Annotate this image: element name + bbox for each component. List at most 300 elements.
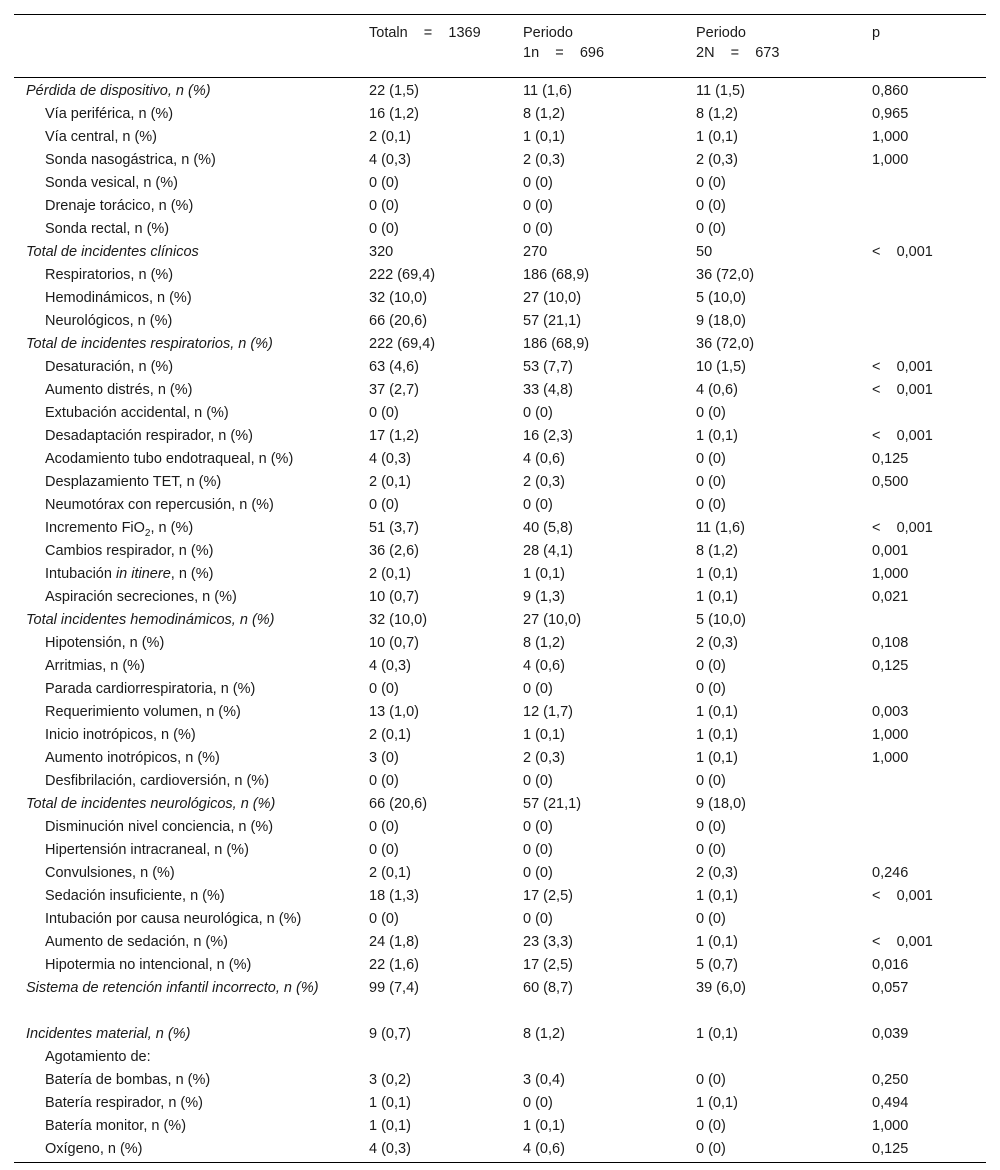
cell-period-1: 9 (1,3) (523, 589, 565, 605)
row-label (14, 840, 365, 863)
row-label-text: Cambios respirador, n (%) (45, 543, 214, 559)
row-label (14, 1093, 365, 1116)
row-label (14, 610, 365, 633)
row-label-text: Total de incidentes neurológicos, n (%) (26, 796, 276, 812)
cell-period-1: 23 (3,3) (523, 934, 573, 950)
cell-period-2: 8 (1,2) (696, 543, 738, 559)
cell-p-value: < 0,001 (872, 520, 933, 536)
row-label-text: Drenaje torácico, n (%) (45, 198, 194, 214)
cell-period-1: 0 (0) (523, 497, 553, 513)
cell-p-value: 0,250 (872, 1072, 909, 1088)
cell-period-1: 1 (0,1) (523, 727, 565, 743)
cell-period-2: 0 (0) (696, 681, 726, 697)
cell-period-1: 1 (0,1) (523, 1118, 565, 1134)
cell-total: 16 (1,2) (369, 106, 419, 122)
table-row (14, 978, 986, 1024)
table-body (14, 78, 986, 1163)
row-label (14, 1116, 365, 1139)
row-label (14, 472, 365, 495)
cell-period-1: 60 (8,7) (523, 980, 573, 996)
row-label (14, 725, 365, 748)
cell-period-1: 1 (0,1) (523, 566, 565, 582)
cell-period-2: 0 (0) (696, 405, 726, 421)
row-label (14, 564, 365, 587)
cell-total: 0 (0) (369, 405, 399, 421)
row-label-text: Sonda rectal, n (%) (45, 221, 170, 237)
table-row (14, 104, 986, 127)
header-total: Totaln = 1369 (369, 25, 481, 41)
cell-period-2: 1 (0,1) (696, 1095, 738, 1111)
cell-p-value: < 0,001 (872, 382, 933, 398)
row-label-text: Hipertensión intracraneal, n (%) (45, 842, 249, 858)
cell-total: 0 (0) (369, 198, 399, 214)
cell-total: 0 (0) (369, 911, 399, 927)
row-label (14, 633, 365, 656)
row-label-text: Batería monitor, n (%) (45, 1118, 187, 1134)
cell-total: 17 (1,2) (369, 428, 419, 444)
cell-total: 4 (0,3) (369, 1141, 411, 1157)
table-row (14, 1139, 986, 1163)
cell-period-1 (519, 1047, 692, 1070)
cell-p-value: < 0,001 (872, 888, 933, 904)
cell-p-value (868, 794, 986, 817)
cell-p-value: < 0,001 (872, 428, 933, 444)
cell-period-1: 0 (0) (523, 405, 553, 421)
cell-period-1: 16 (2,3) (523, 428, 573, 444)
cell-period-2: 0 (0) (696, 773, 726, 789)
cell-total: 32 (10,0) (369, 290, 428, 306)
cell-period-2: 0 (0) (696, 198, 726, 214)
row-label (14, 288, 365, 311)
cell-p-value (868, 817, 986, 840)
cell-period-2: 36 (72,0) (696, 336, 755, 352)
row-label (14, 518, 365, 541)
row-label (14, 403, 365, 426)
row-label-text: Convulsiones, n (%) (45, 865, 175, 881)
cell-p-value (868, 909, 986, 932)
row-label-text: Neumotórax con repercusión, n (%) (45, 497, 274, 513)
cell-total: 0 (0) (369, 681, 399, 697)
cell-total: 66 (20,6) (369, 313, 428, 329)
table-row (14, 334, 986, 357)
row-label (14, 311, 365, 334)
cell-period-1: 8 (1,2) (523, 635, 565, 651)
row-label-text: Aumento distrés, n (%) (45, 382, 193, 398)
table-row (14, 932, 986, 955)
row-label (14, 127, 365, 150)
row-label (14, 219, 365, 242)
cell-total: 2 (0,1) (369, 474, 411, 490)
row-label-text: Desaturación, n (%) (45, 359, 174, 375)
cell-period-1: 4 (0,6) (523, 658, 565, 674)
row-label (14, 150, 365, 173)
row-label-text: Incidentes material, n (%) (26, 1026, 191, 1042)
row-label (14, 771, 365, 794)
row-label (14, 679, 365, 702)
cell-p-value (868, 288, 986, 311)
table-row (14, 173, 986, 196)
cell-period-1: 0 (0) (523, 773, 553, 789)
cell-period-2: 50 (696, 244, 713, 260)
cell-period-1: 12 (1,7) (523, 704, 573, 720)
cell-p-value: 0,500 (872, 474, 909, 490)
cell-total: 2 (0,1) (369, 566, 411, 582)
table-row (14, 817, 986, 840)
cell-total: 222 (69,4) (369, 336, 436, 352)
row-label (14, 334, 365, 357)
row-label (14, 702, 365, 725)
row-label-text: Hemodinámicos, n (%) (45, 290, 192, 306)
row-label (14, 1024, 365, 1047)
cell-total: 2 (0,1) (369, 865, 411, 881)
table-row (14, 1047, 986, 1070)
table-row (14, 380, 986, 403)
cell-period-1: 0 (0) (523, 865, 553, 881)
cell-total: 10 (0,7) (369, 589, 419, 605)
table-row (14, 679, 986, 702)
cell-period-2: 0 (0) (696, 911, 726, 927)
row-label-italic: in itinere (115, 566, 171, 582)
row-label-text: Desadaptación respirador, n (%) (45, 428, 253, 444)
incidents-table (14, 14, 986, 1163)
table-row (14, 403, 986, 426)
table-row (14, 311, 986, 334)
cell-total: 4 (0,3) (369, 451, 411, 467)
cell-p-value (868, 403, 986, 426)
cell-period-2: 5 (10,0) (696, 612, 746, 628)
table-row (14, 771, 986, 794)
cell-p-value (868, 840, 986, 863)
cell-period-1: 28 (4,1) (523, 543, 573, 559)
cell-p-value: 1,000 (872, 1118, 909, 1134)
cell-period-2: 11 (1,6) (696, 520, 745, 536)
table-row (14, 426, 986, 449)
row-label-text: Parada cardiorrespiratoria, n (%) (45, 681, 256, 697)
row-label-subscript: 2 (144, 527, 151, 539)
cell-period-2: 0 (0) (696, 175, 726, 191)
cell-total: 37 (2,7) (369, 382, 419, 398)
row-label (14, 449, 365, 472)
cell-period-2: 8 (1,2) (696, 106, 738, 122)
cell-total: 4 (0,3) (369, 152, 411, 168)
cell-total: 2 (0,1) (369, 727, 411, 743)
cell-period-1: 27 (10,0) (523, 612, 582, 628)
table-row (14, 518, 986, 541)
row-label-text: Sonda nasogástrica, n (%) (45, 152, 216, 168)
cell-period-2: 9 (18,0) (696, 796, 746, 812)
row-label (14, 1139, 365, 1163)
cell-period-2: 0 (0) (696, 1072, 726, 1088)
cell-p-value: 0,021 (872, 589, 909, 605)
cell-p-value (868, 219, 986, 242)
row-label (14, 886, 365, 909)
row-label-text: Vía central, n (%) (45, 129, 158, 145)
row-label-text: Inicio inotrópicos, n (%) (45, 727, 196, 743)
table-row (14, 127, 986, 150)
cell-total: 1 (0,1) (369, 1095, 411, 1111)
cell-total: 0 (0) (369, 819, 399, 835)
cell-p-value: 0,965 (872, 106, 909, 122)
cell-period-1: 8 (1,2) (523, 106, 565, 122)
cell-total: 10 (0,7) (369, 635, 419, 651)
cell-period-2: 0 (0) (696, 451, 726, 467)
table-row (14, 633, 986, 656)
cell-period-1: 186 (68,9) (523, 267, 590, 283)
cell-total: 3 (0,2) (369, 1072, 411, 1088)
table-header (14, 15, 986, 78)
cell-total: 0 (0) (369, 842, 399, 858)
cell-period-2: 0 (0) (696, 1118, 726, 1134)
row-label (14, 78, 365, 105)
cell-p-value: 0,246 (872, 865, 909, 881)
row-label (14, 656, 365, 679)
table-row (14, 78, 986, 105)
cell-p-value (868, 771, 986, 794)
row-label-text: Total incidentes hemodinámicos, n (%) (26, 612, 275, 628)
cell-total: 2 (0,1) (369, 129, 411, 145)
table-row (14, 472, 986, 495)
row-label (14, 955, 365, 978)
cell-p-value: 0,108 (872, 635, 909, 651)
cell-period-2: 1 (0,1) (696, 888, 738, 904)
row-label-text: Oxígeno, n (%) (45, 1141, 143, 1157)
row-label (14, 265, 365, 288)
cell-p-value: 0,001 (872, 543, 909, 559)
row-label-text: Intubación (45, 566, 116, 582)
cell-period-2: 11 (1,5) (696, 83, 745, 99)
row-label (14, 173, 365, 196)
table-row (14, 1024, 986, 1047)
row-label-text: Agotamiento de: (45, 1049, 151, 1065)
cell-period-2: 1 (0,1) (696, 750, 738, 766)
cell-period-1: 0 (0) (523, 911, 553, 927)
table-row (14, 265, 986, 288)
cell-p-value (868, 610, 986, 633)
cell-period-1: 17 (2,5) (523, 957, 573, 973)
row-label (14, 817, 365, 840)
cell-total: 22 (1,5) (369, 83, 419, 99)
cell-period-1: 57 (21,1) (523, 796, 582, 812)
table-row (14, 1116, 986, 1139)
row-label-text: Disminución nivel conciencia, n (%) (45, 819, 274, 835)
table-row (14, 702, 986, 725)
cell-period-1: 8 (1,2) (523, 1026, 565, 1042)
table-row (14, 219, 986, 242)
row-label-text: Sedación insuficiente, n (%) (45, 888, 225, 904)
cell-period-1: 0 (0) (523, 175, 553, 191)
cell-period-1: 27 (10,0) (523, 290, 582, 306)
row-label-text: Arritmias, n (%) (45, 658, 145, 674)
cell-total: 66 (20,6) (369, 796, 428, 812)
row-label-text: Hipotensión, n (%) (45, 635, 165, 651)
cell-p-value: 1,000 (872, 750, 909, 766)
cell-period-2: 2 (0,3) (696, 152, 738, 168)
row-label-text: Neurológicos, n (%) (45, 313, 173, 329)
cell-period-1: 2 (0,3) (523, 474, 565, 490)
table-row (14, 242, 986, 265)
table-row (14, 656, 986, 679)
table-row (14, 196, 986, 219)
cell-total: 0 (0) (369, 773, 399, 789)
row-label (14, 357, 365, 380)
row-label (14, 932, 365, 955)
cell-total: 1 (0,1) (369, 1118, 411, 1134)
cell-total: 51 (3,7) (369, 520, 419, 536)
cell-p-value: 0,125 (872, 1141, 909, 1157)
row-label (14, 978, 365, 1024)
row-label-text: Total de incidentes clínicos (26, 244, 199, 260)
data-table-container (14, 14, 986, 1163)
table-row (14, 288, 986, 311)
cell-period-2: 0 (0) (696, 819, 726, 835)
cell-period-2: 1 (0,1) (696, 934, 738, 950)
cell-period-2: 2 (0,3) (696, 635, 738, 651)
row-label-text: Batería respirador, n (%) (45, 1095, 203, 1111)
cell-period-2: 1 (0,1) (696, 566, 738, 582)
cell-period-2: 5 (0,7) (696, 957, 738, 973)
cell-period-2: 1 (0,1) (696, 129, 738, 145)
cell-total: 24 (1,8) (369, 934, 419, 950)
cell-total: 0 (0) (369, 497, 399, 513)
row-label-text: Respiratorios, n (%) (45, 267, 174, 283)
cell-period-2: 0 (0) (696, 221, 726, 237)
cell-period-1: 270 (523, 244, 548, 260)
table-row (14, 1093, 986, 1116)
cell-period-2: 9 (18,0) (696, 313, 746, 329)
row-label-tail: , n (%) (150, 520, 194, 536)
cell-total: 36 (2,6) (369, 543, 419, 559)
cell-period-2: 5 (10,0) (696, 290, 746, 306)
row-label (14, 1070, 365, 1093)
cell-period-2: 0 (0) (696, 842, 726, 858)
cell-p-value: 0,039 (872, 1026, 909, 1042)
cell-p-value: 0,057 (872, 980, 909, 996)
row-label-text: Desfibrilación, cardioversión, n (%) (45, 773, 270, 789)
cell-p-value: 1,000 (872, 152, 909, 168)
cell-period-2: 1 (0,1) (696, 1026, 738, 1042)
cell-period-1: 4 (0,6) (523, 1141, 565, 1157)
cell-p-value: 1,000 (872, 566, 909, 582)
cell-period-1: 40 (5,8) (523, 520, 573, 536)
cell-period-1: 2 (0,3) (523, 152, 565, 168)
cell-period-1: 57 (21,1) (523, 313, 582, 329)
row-label (14, 863, 365, 886)
cell-period-2: 1 (0,1) (696, 704, 738, 720)
cell-p-value (868, 311, 986, 334)
table-row (14, 909, 986, 932)
row-label-text: Pérdida de dispositivo, n (%) (26, 83, 211, 99)
cell-p-value (868, 679, 986, 702)
row-label-text: Intubación por causa neurológica, n (%) (45, 911, 302, 927)
table-row (14, 863, 986, 886)
cell-p-value: 0,016 (872, 957, 909, 973)
row-label-text: Aumento inotrópicos, n (%) (45, 750, 220, 766)
cell-total: 0 (0) (369, 221, 399, 237)
cell-period-1: 1 (0,1) (523, 129, 565, 145)
row-label-text: Incremento FiO (45, 520, 145, 536)
table-row (14, 725, 986, 748)
cell-total: 0 (0) (369, 175, 399, 191)
cell-total: 18 (1,3) (369, 888, 419, 904)
row-label (14, 794, 365, 817)
row-label (14, 587, 365, 610)
cell-period-1: 3 (0,4) (523, 1072, 565, 1088)
cell-p-value: 0,494 (872, 1095, 909, 1111)
row-label (14, 541, 365, 564)
table-row (14, 840, 986, 863)
cell-total (365, 1047, 519, 1070)
row-label (14, 748, 365, 771)
cell-period-1: 0 (0) (523, 681, 553, 697)
row-label-text: Desplazamiento TET, n (%) (45, 474, 222, 490)
cell-period-2: 4 (0,6) (696, 382, 738, 398)
row-label-text: Sonda vesical, n (%) (45, 175, 178, 191)
cell-period-1: 11 (1,6) (523, 83, 572, 99)
cell-p-value: < 0,001 (872, 244, 933, 260)
cell-p-value (868, 196, 986, 219)
cell-total: 13 (1,0) (369, 704, 419, 720)
cell-p-value: 0,860 (872, 83, 909, 99)
row-label-text: Sistema de retención infantil incorrecto, n (%) (26, 980, 319, 996)
cell-period-1: 0 (0) (523, 819, 553, 835)
cell-p-value: 0,003 (872, 704, 909, 720)
cell-total: 32 (10,0) (369, 612, 428, 628)
row-label (14, 1047, 365, 1070)
cell-period-1: 186 (68,9) (523, 336, 590, 352)
header-row (14, 15, 986, 78)
cell-total: 222 (69,4) (369, 267, 436, 283)
table-row (14, 357, 986, 380)
cell-period-1: 2 (0,3) (523, 750, 565, 766)
cell-total: 22 (1,6) (369, 957, 419, 973)
cell-period-1: 17 (2,5) (523, 888, 573, 904)
cell-period-2: 0 (0) (696, 474, 726, 490)
cell-period-1: 0 (0) (523, 198, 553, 214)
row-label-text: Acodamiento tubo endotraqueal, n (%) (45, 451, 294, 467)
cell-period-2: 1 (0,1) (696, 589, 738, 605)
cell-p-value: < 0,001 (872, 934, 933, 950)
cell-p-value: < 0,001 (872, 359, 933, 375)
row-label-text: Vía periférica, n (%) (45, 106, 174, 122)
row-label (14, 909, 365, 932)
cell-period-1: 0 (0) (523, 221, 553, 237)
row-label-text: Total de incidentes respiratorios, n (%) (26, 336, 273, 352)
cell-period-2: 1 (0,1) (696, 727, 738, 743)
cell-period-2 (692, 1047, 868, 1070)
header-p-value: p (872, 25, 881, 41)
cell-total: 4 (0,3) (369, 658, 411, 674)
cell-total: 99 (7,4) (369, 980, 419, 996)
cell-period-1: 33 (4,8) (523, 382, 573, 398)
table-row (14, 610, 986, 633)
cell-period-2: 2 (0,3) (696, 865, 738, 881)
table-row (14, 794, 986, 817)
row-label-text: Aspiración secreciones, n (%) (45, 589, 237, 605)
cell-p-value (868, 495, 986, 518)
cell-period-2: 10 (1,5) (696, 359, 746, 375)
cell-total: 63 (4,6) (369, 359, 419, 375)
row-label-text: Aumento de sedación, n (%) (45, 934, 228, 950)
row-label-text: Batería de bombas, n (%) (45, 1072, 211, 1088)
row-label-tail: , n (%) (170, 566, 214, 582)
row-label (14, 196, 365, 219)
table-row (14, 886, 986, 909)
table-row (14, 587, 986, 610)
cell-total: 320 (369, 244, 394, 260)
table-row (14, 564, 986, 587)
table-row (14, 449, 986, 472)
row-label (14, 242, 365, 265)
